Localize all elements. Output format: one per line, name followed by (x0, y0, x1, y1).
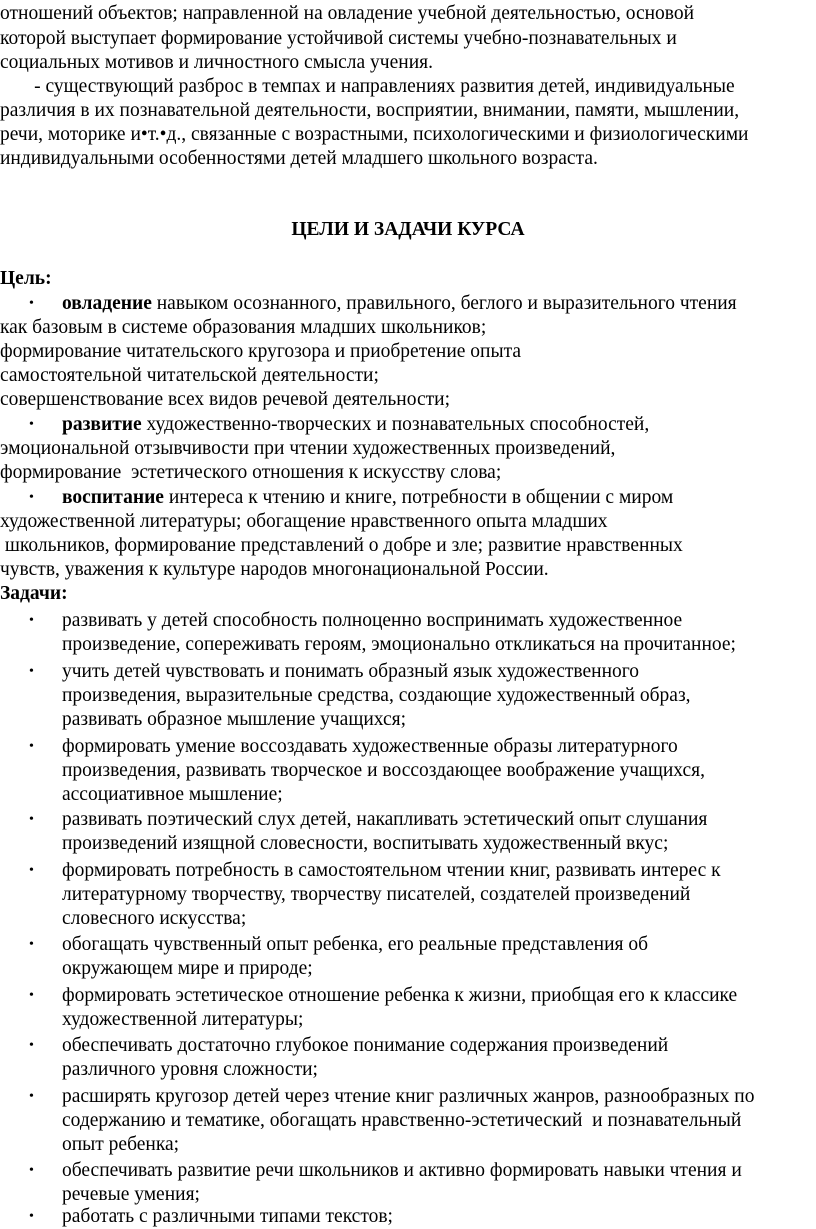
bullet-icon: • (29, 1163, 34, 1178)
intro-line: социальных мотивов и личностного смысла учения. (0, 52, 433, 73)
task-line: обогащать чувственный опыт ребенка, его реальные представления об (62, 934, 649, 955)
task-line: опыт ребенка; (62, 1134, 180, 1155)
task-line: произведения, выразительные средства, создающие художественный образ, (62, 685, 691, 706)
task-line: произведений изящной словесности, воспитывать художественный вкус; (62, 833, 669, 854)
bullet-icon: • (29, 739, 34, 754)
goal-line: совершенствование всех видов речевой деятельности; (0, 389, 450, 410)
intro-line: - существующий разброс в темпах и направлениях развития детей, индивидуальные (0, 76, 735, 97)
intro-line: различия в их познавательной деятельности, восприятии, внимании, памяти, мышлении, (0, 100, 740, 121)
task-line: обеспечивать достаточно глубокое понимание содержания произведений (62, 1035, 669, 1056)
task-line: формировать потребность в самостоятельном чтении книг, развивать интерес к (62, 860, 721, 881)
intro-line: которой выступает формирование устойчивой системы учебно-познавательных и (0, 28, 677, 49)
bullet-icon: • (29, 937, 34, 952)
goal-line: самостоятельной читательской деятельности; (0, 365, 379, 386)
task-line: развивать у детей способность полноценно воспринимать художественное (62, 610, 683, 631)
goal-text: навыком осознанного, правильного, беглого и выразительного чтения (151, 293, 737, 314)
intro-line: речи, моторике и•т.•д., связанные с возрастными, психологическими и физиологическими (0, 124, 749, 145)
bullet-icon: • (29, 988, 34, 1003)
bullet-icon: • (29, 417, 34, 432)
task-line: художественной литературы; (62, 1009, 304, 1030)
task-line: развивать образное мышление учащихся; (62, 709, 407, 730)
task-line: ассоциативное мышление; (62, 784, 283, 805)
task-line: произведения, развивать творческое и воссоздающее воображение учащихся, (62, 760, 705, 781)
goal-term: овладение (62, 293, 152, 314)
goal-line: формирование читательского кругозора и приобретение опыта (0, 341, 521, 362)
goal-item-first-line (62, 413, 649, 437)
goal-text: интереса к чтению и книге, потребности в общении с миром (163, 487, 674, 508)
goal-term: воспитание (62, 487, 164, 508)
task-line: формировать умение воссоздавать художественные образы литературного (62, 736, 678, 757)
task-line: содержанию и тематике, обогащать нравственно-эстетический и познавательный (62, 1110, 742, 1131)
goal-item-first-line (62, 486, 673, 510)
goal-item-first-line (62, 292, 737, 316)
goal-line: школьников, формирование представлений о добре и зле; развитие нравственных (0, 535, 683, 556)
bullet-icon: • (29, 1209, 34, 1224)
tasks-label: Задачи: (0, 583, 68, 604)
bullet-icon: • (29, 1038, 34, 1053)
task-line: обеспечивать развитие речи школьников и активно формировать навыки чтения и (62, 1160, 742, 1181)
goal-term: развитие (62, 414, 142, 435)
goal-line: как базовым в системе образования младших школьников; (0, 317, 487, 338)
task-line: речевые умения; (62, 1184, 200, 1205)
task-line: словесного искусства; (62, 908, 247, 929)
goal-line: чувств, уважения к культуре народов многонациональной России. (0, 559, 549, 580)
intro-line: индивидуальными особенностями детей младшего школьного возраста. (0, 148, 598, 169)
task-line: учить детей чувствовать и понимать образный язык художественного (62, 661, 640, 682)
bullet-icon: • (29, 1089, 34, 1104)
task-line: работать с различными типами текстов; (62, 1206, 393, 1227)
task-line: расширять кругозор детей через чтение книг различных жанров, разнообразных по (62, 1086, 755, 1107)
goal-line: формирование эстетического отношения к искусству слова; (0, 462, 502, 483)
task-line: развивать поэтический слух детей, накапливать эстетический опыт слушания (62, 809, 708, 830)
goal-line: эмоциональной отзывчивости при чтении художественных произведений, (0, 438, 616, 459)
intro-line: отношений объектов; направленной на овладение учебной деятельностью, основой (0, 3, 695, 24)
bullet-icon: • (29, 490, 34, 505)
bullet-icon: • (29, 296, 34, 311)
task-line: литературному творчеству, творчеству писателей, создателей произведений (62, 884, 691, 905)
section-title: ЦЕЛИ И ЗАДАЧИ КУРСА (291, 219, 525, 240)
task-line: окружающем мире и природе; (62, 958, 313, 979)
task-line: произведение, сопереживать героям, эмоционально откликаться на прочитанное; (62, 634, 736, 655)
bullet-icon: • (29, 812, 34, 827)
bullet-icon: • (29, 863, 34, 878)
task-line: формировать эстетическое отношение ребенка к жизни, приобщая его к классике (62, 985, 738, 1006)
bullet-icon: • (29, 613, 34, 628)
goal-line: художественной литературы; обогащение нравственного опыта младших (0, 511, 608, 532)
goal-text: художественно-творческих и познавательных способностей, (141, 414, 650, 435)
bullet-icon: • (29, 664, 34, 679)
task-line: различного уровня сложности; (62, 1059, 318, 1080)
goal-label: Цель: (0, 268, 52, 289)
